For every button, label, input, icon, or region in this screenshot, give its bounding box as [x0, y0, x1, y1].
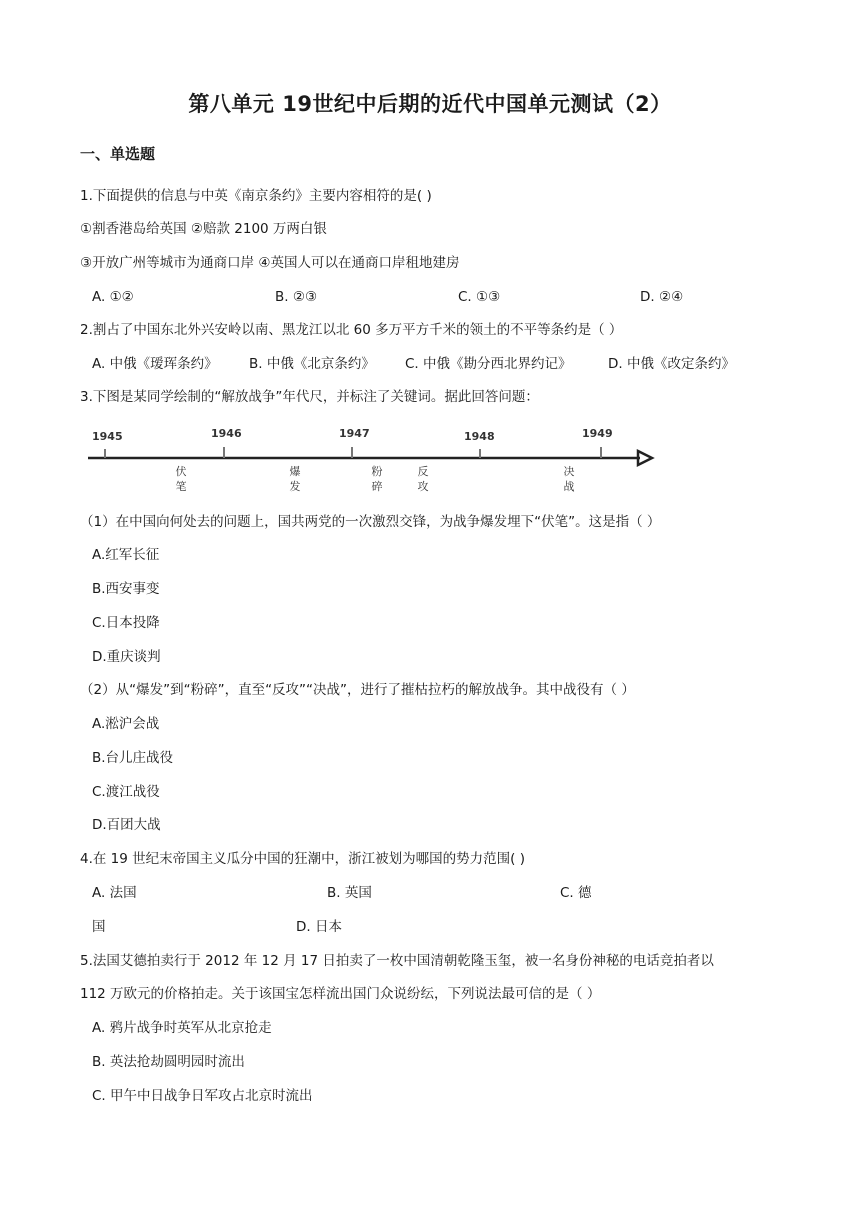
question-2-option-c[interactable]: C. 中俄《勘分西北界约记》	[405, 356, 572, 372]
question-5-stem-line-2: 112 万欧元的价格拍走。关于该国宝怎样流出国门众说纷纭，下列说法最可信的是（ ）	[80, 986, 601, 1002]
timeline-year-1948: 1948	[464, 430, 495, 443]
question-1-option-c[interactable]: C. ①③	[458, 289, 501, 305]
question-5-option-c[interactable]: C. 甲午中日战争日军攻占北京时流出	[92, 1088, 313, 1104]
question-2-option-d[interactable]: D. 中俄《改定条约》	[608, 356, 735, 372]
question-5-option-b[interactable]: B. 英法抢劫圆明园时流出	[92, 1054, 245, 1070]
question-1-option-a[interactable]: A. ①②	[92, 289, 134, 305]
question-5-option-a[interactable]: A. 鸦片战争时英军从北京抢走	[92, 1020, 272, 1036]
question-3-sub-1-option-b[interactable]: B.西安事变	[92, 581, 160, 597]
page-title: 第八单元 19世纪中后期的近代中国单元测试（2）	[188, 92, 672, 116]
timeline-keyword-fensui: 粉 碎	[371, 465, 383, 493]
question-4-option-c-continued[interactable]: 国	[92, 919, 106, 935]
question-5-stem-line-1: 5.法国艾德拍卖行于 2012 年 12 月 17 日拍卖了一枚中国清朝乾隆玉玺，被一名身份神秘的电话竞拍者以	[80, 953, 714, 969]
question-1-option-d[interactable]: D. ②④	[640, 289, 684, 305]
question-3-sub-1-stem: （1）在中国向何处去的问题上，国共两党的一次激烈交锋，为战争爆发埋下“伏笔”。这是指（ ）	[80, 514, 661, 530]
question-1-option-b[interactable]: B. ②③	[275, 289, 318, 305]
timeline-year-1945: 1945	[92, 430, 123, 443]
question-3-stem: 3.下图是某同学绘制的“解放战争”年代尺，并标注了关键词。据此回答问题：	[80, 389, 539, 405]
timeline-keyword-fubi: 伏 笔	[175, 465, 187, 493]
timeline-keyword-fangong: 反 攻	[417, 465, 429, 493]
question-3-sub-2-option-b[interactable]: B.台儿庄战役	[92, 750, 174, 766]
question-3-sub-1-option-a[interactable]: A.红军长征	[92, 547, 160, 563]
question-4-option-d[interactable]: D. 日本	[296, 919, 342, 935]
timeline-year-1949: 1949	[582, 427, 613, 440]
timeline-year-1947: 1947	[339, 427, 370, 440]
question-1-info-line-1: ①割香港岛给英国 ②赔款 2100 万两白银	[80, 221, 327, 237]
question-3-sub-2-option-d[interactable]: D.百团大战	[92, 817, 161, 833]
question-4-option-a[interactable]: A. 法国	[92, 885, 137, 901]
question-4-option-c[interactable]: C. 德	[560, 885, 592, 901]
question-1-info-line-2: ③开放广州等城市为通商口岸 ④英国人可以在通商口岸租地建房	[80, 255, 460, 271]
question-4-option-b[interactable]: B. 英国	[327, 885, 372, 901]
question-3-sub-2-option-a[interactable]: A.淞沪会战	[92, 716, 160, 732]
question-2-option-a[interactable]: A. 中俄《瑷珲条约》	[92, 356, 218, 372]
question-3-sub-2-stem: （2）从“爆发”到“粉碎”，直至“反攻”“决战”，进行了摧枯拉朽的解放战争。其中战役有（ ）	[80, 682, 635, 698]
question-3-sub-1-option-c[interactable]: C.日本投降	[92, 615, 160, 631]
section-heading: 一、单选题	[80, 145, 156, 163]
timeline-arrow-head	[638, 451, 652, 465]
timeline-year-1946: 1946	[211, 427, 242, 440]
question-3-sub-1-option-d[interactable]: D.重庆谈判	[92, 649, 161, 665]
timeline-keyword-juezhan: 决 战	[563, 465, 575, 493]
timeline-keyword-baofa: 爆 发	[289, 465, 301, 493]
question-1-stem: 1.下面提供的信息与中英《南京条约》主要内容相符的是( )	[80, 188, 432, 204]
question-2-option-b[interactable]: B. 中俄《北京条约》	[249, 356, 375, 372]
question-2-stem: 2.割占了中国东北外兴安岭以南、黑龙江以北 60 多万平方千米的领土的不平等条约是（ ）	[80, 322, 623, 338]
question-4-stem: 4.在 19 世纪末帝国主义瓜分中国的狂潮中，浙江被划为哪国的势力范围( )	[80, 851, 525, 867]
timeline-figure	[80, 420, 670, 500]
question-3-sub-2-option-c[interactable]: C.渡江战役	[92, 784, 160, 800]
